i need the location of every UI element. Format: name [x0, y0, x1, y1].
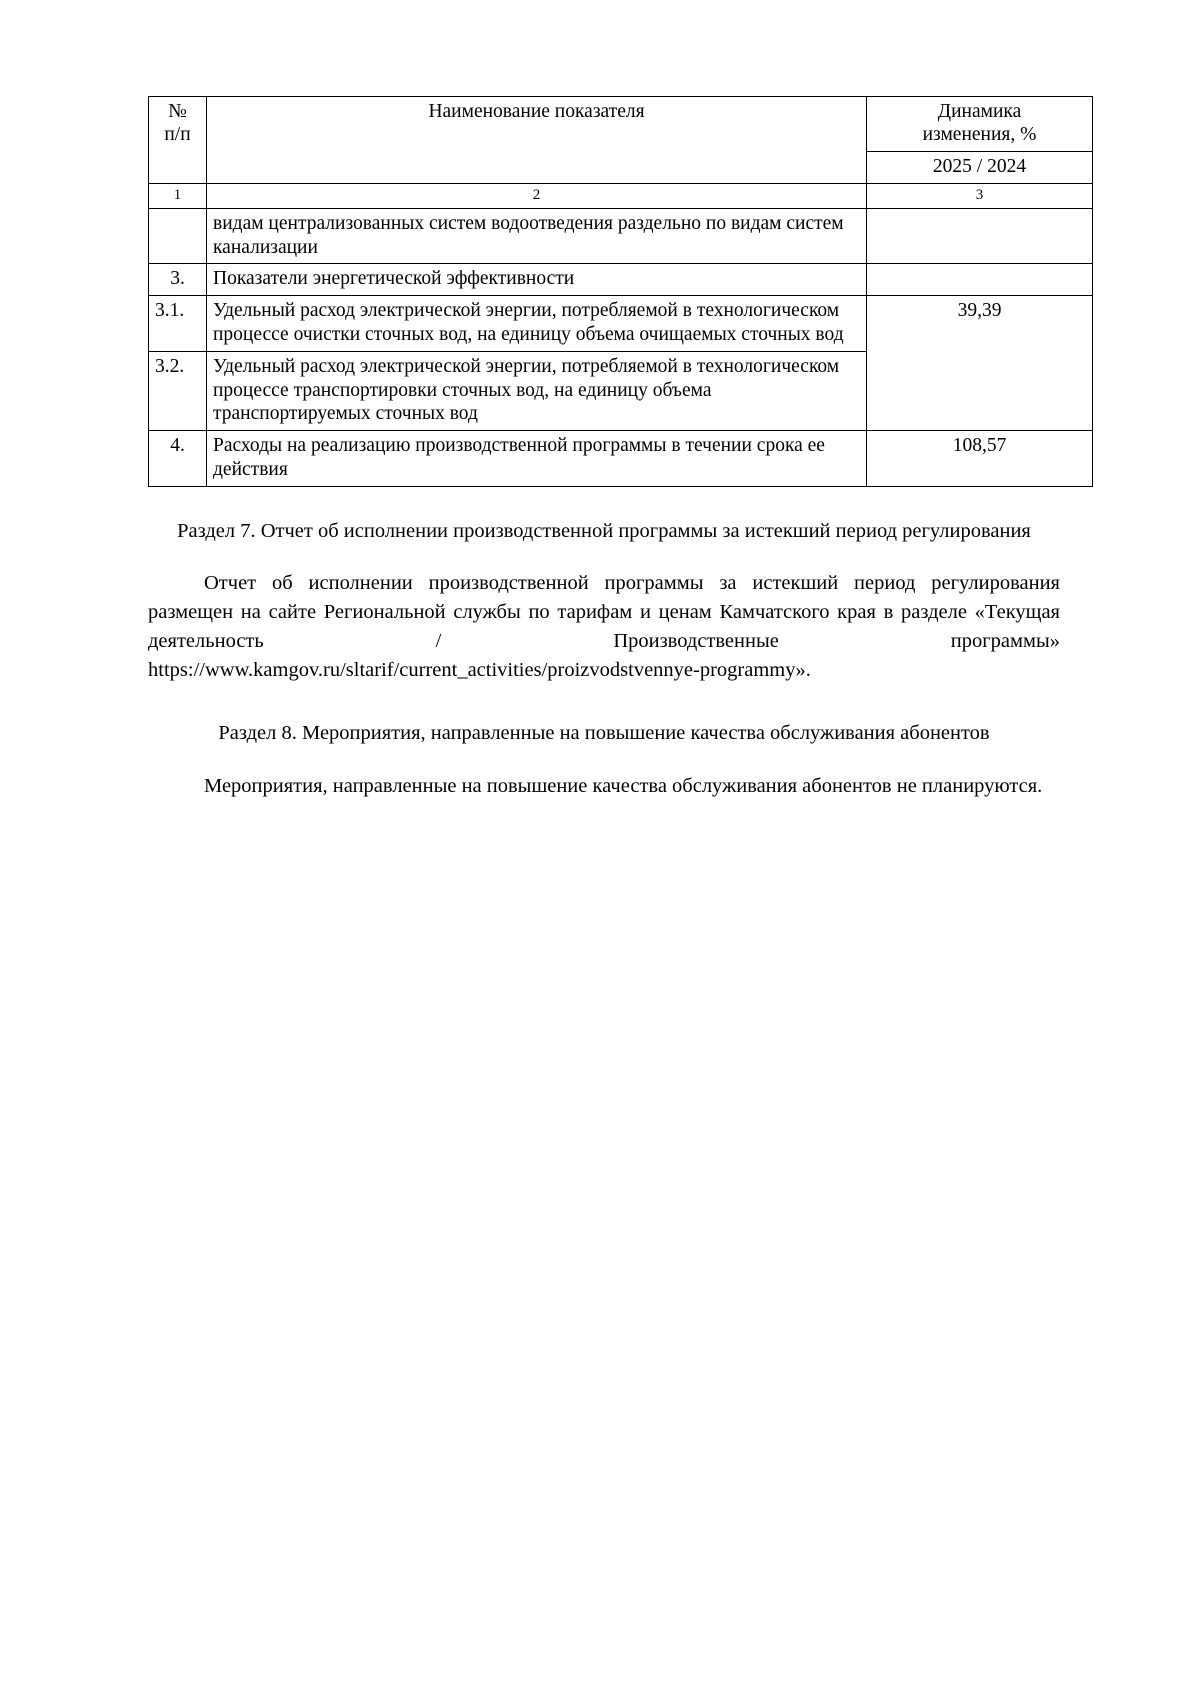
- section-8-title: Раздел 8. Мероприятия, направленные на повышение качества обслуживания абонентов: [218, 722, 990, 745]
- header-cell-years: 2025 / 2024: [867, 151, 1093, 183]
- row-name: Расходы на реализацию производственной программы в течении срока ее действия: [207, 431, 867, 487]
- row-number: 3.: [149, 264, 207, 296]
- section-8-body: Мероприятия, направленные на повышение качества обслуживания абонентов не планируются.: [204, 774, 1043, 797]
- header-cell-number: [149, 97, 207, 184]
- header-cell-name: Наименование показателя: [207, 97, 867, 184]
- header-dynamics-line1: Динамика: [937, 101, 1022, 122]
- table-column-numbers-row: [149, 183, 1093, 208]
- table-row: [149, 264, 1093, 296]
- row-name: видам централизованных систем водоотведения раздельно по видам систем канализации: [207, 208, 867, 264]
- indicators-table: [148, 96, 1093, 487]
- row-name: Удельный расход электрической энергии, потребляемой в технологическом процессе очистки сточных вод, на единицу объема очищаемых сточных вод: [207, 296, 867, 352]
- table-row: [149, 431, 1093, 487]
- row-value: [867, 264, 1093, 296]
- table-row: [149, 296, 1093, 352]
- column-number-3: 3: [867, 183, 1093, 208]
- row-number: 3.2.: [149, 351, 207, 430]
- header-dynamics-line2: изменения, %: [922, 124, 1037, 146]
- row-name: Удельный расход электрической энергии, потребляемой в технологическом процессе транспортировки сточных вод, на единицу объема транспортируемых сточных вод: [207, 351, 867, 430]
- column-number-2: 2: [207, 183, 867, 208]
- row-value: 108,57: [867, 431, 1093, 487]
- table-header-row: [149, 97, 1093, 152]
- header-number-line1: №: [168, 101, 187, 122]
- row-number: 4.: [149, 431, 207, 487]
- row-number: [149, 208, 207, 264]
- header-number-line2: п/п: [164, 124, 191, 145]
- row-name: Показатели энергетической эффективности: [207, 264, 867, 296]
- column-number-1: 1: [149, 183, 207, 208]
- section-7-body: Отчет об исполнении производственной программы за истекший период регулирования размещен на сайте Региональной службы по тарифам и ценам Камчатского края в разделе «Текущая деятельность / Производственные программы» https://www.kamgov.ru/sltarif/current_activities/proizvodstvennye-programmy».: [148, 571, 1060, 682]
- row-number: 3.1.: [149, 296, 207, 352]
- table-row: [149, 208, 1093, 264]
- row-value: [867, 208, 1093, 264]
- header-cell-dynamics: [867, 97, 1093, 152]
- row-value: 39,39: [867, 296, 1093, 431]
- section-7-title: Раздел 7. Отчет об исполнении производственной программы за истекший период регулирования: [177, 519, 1031, 542]
